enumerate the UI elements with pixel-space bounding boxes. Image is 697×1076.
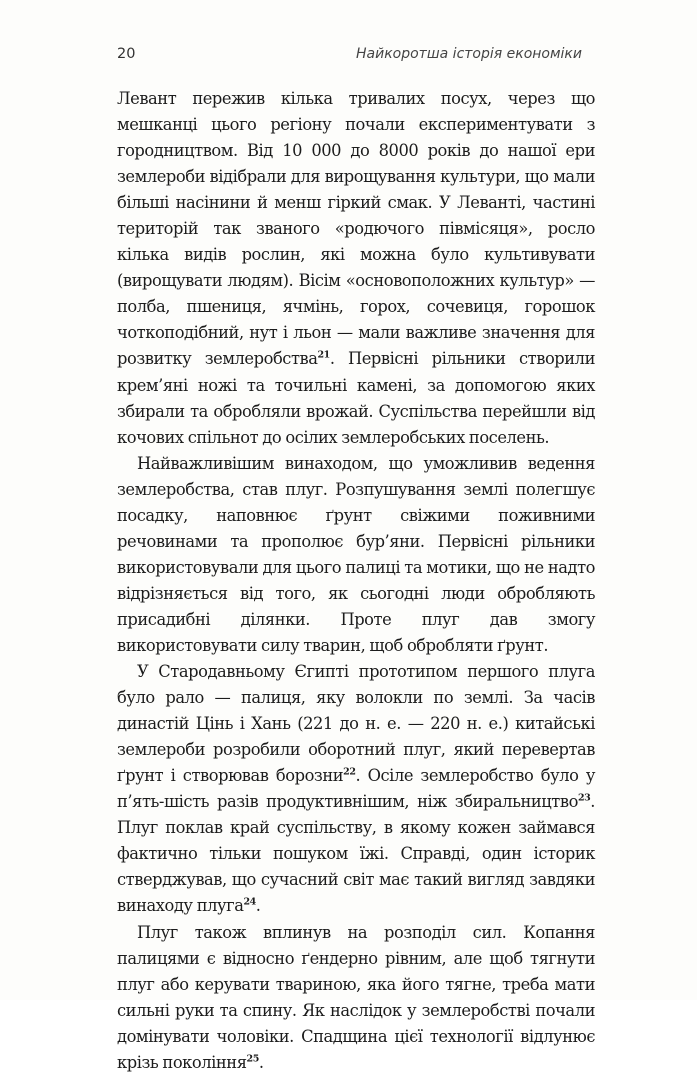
footnote-ref: 23: [577, 792, 591, 804]
footnote-ref: 24: [243, 897, 256, 909]
paragraph-text: .: [258, 1052, 264, 1072]
paragraph-1: [117, 86, 595, 451]
paragraph-text: . Плуг поклав край суспільству, в якому кожен займався фактично тільки пошуком їжі. Справді, один історик стверджував, що сучасний світ має такий вигляд завдяки винаходу плуга: [117, 792, 595, 916]
footnote-ref: 25: [246, 1053, 259, 1065]
paragraph-text: Найважливішим винаходом, що уможливив ведення землеробства, став плуг. Розпушування землі полегшує посадку, наповнює ґрунт свіжими поживними речовинами та прополює бур’яни. Первісні рільники використовували для цього палиці та мотики, що не надто відрізняється від того, як сьогодні люди обробляють присадибні ділянки. Проте плуг дав змогу використовувати силу тварин, щоб обробляти ґрунт.: [117, 453, 595, 655]
paragraph-text: . Осіле землеробство було у п’ять-шість разів продуктивнішим, ніж збиральництво: [117, 766, 595, 812]
footnote-ref: 22: [343, 766, 356, 778]
footnote-ref: 21: [317, 350, 330, 362]
paragraph-text: У Стародавньому Єгипті прототипом першого плуга було рало — палиця, яку волокли по землі. За часів династій Цінь і Хань (221 до н. е. — 220 н. е.) китайські землероби розробили оборотний плуг, який перевертав ґрунт і створював борозни: [117, 662, 595, 786]
page-number: 20: [117, 46, 136, 62]
running-title: Найкоротша історія економіки: [356, 46, 582, 62]
running-header: [117, 46, 582, 70]
paragraph-2: [117, 451, 595, 659]
body-text: [117, 86, 595, 1076]
paragraph-text: Плуг також вплинув на розподіл сил. Копання палицями є відносно ґендерно рівним, але щоб тягнути плуг або керувати твариною, яка його тягне, треба мати сильні руки та спину. Як наслідок у землеробстві почали домінувати чоловіки. Спадщина цієї технології відлунює крізь покоління: [117, 922, 595, 1072]
paragraph-4: [117, 920, 595, 1076]
paragraph-text: .: [255, 896, 261, 916]
paragraph-text: . Первісні рільники створили крем’яні ножі та точильні камені, за допомогою яких збирали та обробляли врожай. Суспільства перейшли від кочових спільнот до осілих землеробських поселень.: [117, 349, 595, 447]
paragraph-text: Левант пережив кілька тривалих посух, через що мешканці цього регіону почали експериментувати з городництвом. Від 10 000 до 8000 років до нашої ери землероби відібрали для вирощування культури, що мали більші насінини й менш гіркий смак. У Леванті, частині територій так званого «родючого півмісяця», росло кілька видів рослин, які можна було культивувати (вирощувати людям). Вісім «основоположних культур» — полба, пшениця, ячмінь, горох, сочевиця, горошок чоткоподібний, нут і льон — мали важливе значення для розвитку землеробства: [117, 89, 595, 369]
paragraph-3: [117, 659, 595, 919]
